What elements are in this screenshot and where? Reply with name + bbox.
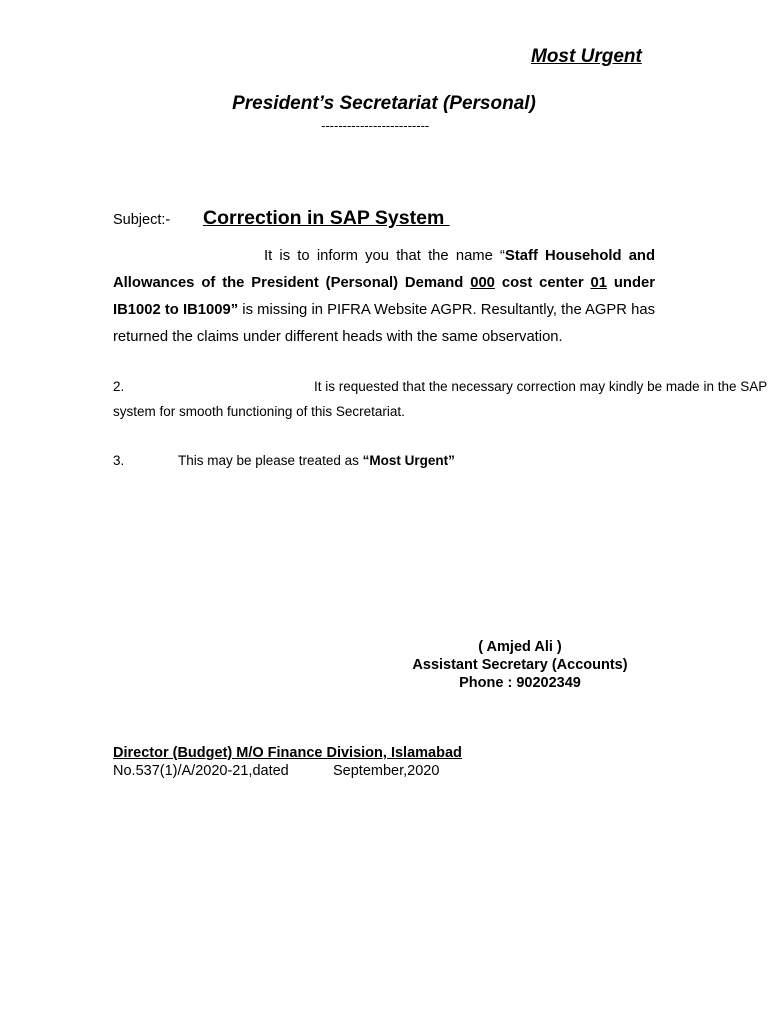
- para1-bold-3: under IB1002 to IB1009”: [113, 275, 655, 318]
- signatory-name: ( Amjed Ali ): [478, 639, 562, 655]
- para1-text-2: is missing in PIFRA Website AGPR. Resultantly, the AGPR has returned the claims under different heads with the same observation.: [113, 302, 655, 345]
- paragraph-2-line-1: It is requested that the necessary correction may kindly be made in the SAP: [314, 379, 768, 394]
- paragraph-3-emphasis: “Most Urgent”: [362, 453, 455, 468]
- para1-cost-center: 01: [590, 275, 607, 291]
- office-title: [0, 93, 768, 115]
- paragraph-1: [113, 243, 655, 351]
- para1-bold-1: Staff Household and Allowances of the President (Personal) Demand: [113, 248, 656, 291]
- paragraph-2-line-2: system for smooth functioning of this Secretariat.: [113, 404, 405, 419]
- para1-demand-number: 000: [470, 275, 495, 291]
- paragraph-2-number: 2.: [113, 379, 125, 394]
- paragraph-3-number: 3.: [113, 453, 125, 468]
- title-rule: -------------------------: [321, 118, 430, 133]
- addressee: Director (Budget) M/O Finance Division, Islamabad: [113, 745, 462, 761]
- priority-heading: Most Urgent: [531, 46, 642, 67]
- signature-block: [400, 638, 640, 692]
- subject-text: Correction in SAP System: [203, 207, 450, 229]
- reference-number: No.537(1)/A/2020-21,dated: [113, 763, 289, 779]
- signatory-phone: Phone : 90202349: [459, 675, 581, 691]
- paragraph-3-text: This may be please treated as: [178, 453, 363, 468]
- para1-text-1: It is to inform you that the name “: [264, 248, 505, 264]
- reference-date: September,2020: [333, 763, 440, 779]
- signatory-title: Assistant Secretary (Accounts): [412, 657, 628, 673]
- office-title-text: President’s Secretariat (Personal): [232, 93, 536, 114]
- subject-label: Subject:-: [113, 212, 171, 228]
- para1-bold-2: cost center: [494, 275, 591, 291]
- paragraph-3: [178, 453, 455, 468]
